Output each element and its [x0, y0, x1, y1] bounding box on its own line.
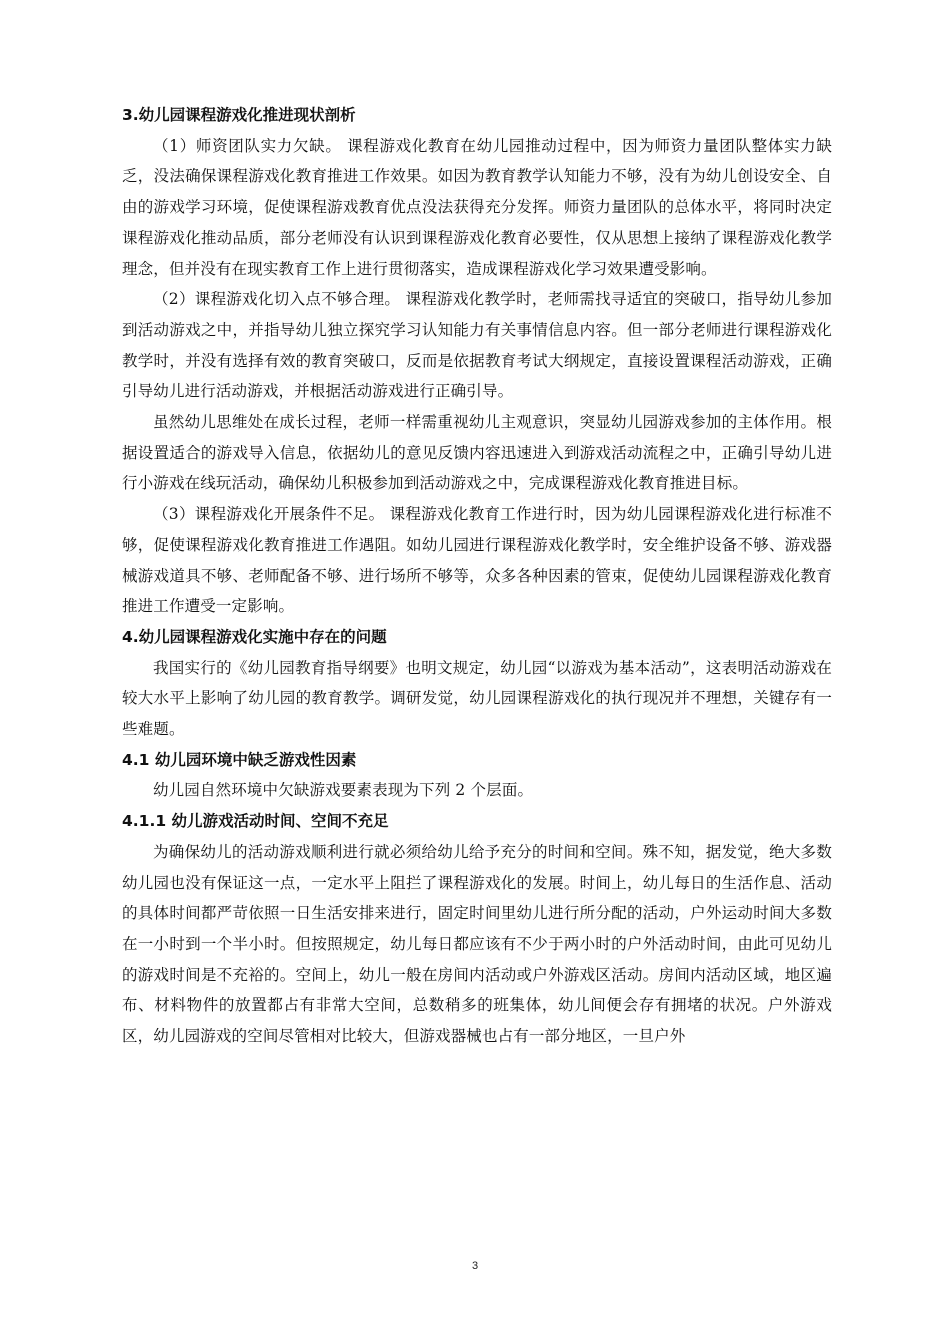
paragraph-guideline: 我国实行的《幼儿园教育指导纲要》也明文规定，幼儿园“以游戏为基本活动”，这表明活动游戏在较大水平上影响了幼儿园的教育教学。调研发觉，幼儿园课程游戏化的执行现况并不理想，关键存有一些难题。	[122, 658, 832, 739]
paragraph-child-thinking: 虽然幼儿思维处在成长过程，老师一样需重视幼儿主观意识，突显幼儿园游戏参加的主体作用。根据设置适合的游戏导入信息，依据幼儿的意见反馈内容迅速进入到游戏活动流程之中，正确引导幼儿进行小游戏在线玩活动，确保幼儿积极参加到活动游戏之中，完成课程游戏化教育推进目标。	[122, 413, 832, 493]
paragraph-teacher-team: （1）师资团队实力欠缺。 课程游戏化教育在幼儿园推动过程中，因为师资力量团队整体实力缺乏，没法确保课程游戏化教育推进工作效果。如因为教育教学认知能力不够，没有为幼儿创设安全、自由的游戏学习环境，促使课程游戏教育优点没法获得充分发挥。师资力量团队的总体水平，将同时决定课程游戏化推动品质，部分老师没有认识到课程游戏化教育必要性，仅从思想上接纳了课程游戏化教学理念，但并没有在现实教育工作上进行贯彻落实，造成课程游戏化学习效果遭受影响。	[122, 136, 832, 278]
paragraph-conditions: （3）课程游戏化开展条件不足。 课程游戏化教育工作进行时，因为幼儿园课程游戏化进行标准不够，促使课程游戏化教育推进工作遇阻。如幼儿园进行课程游戏化教学时，安全维护设备不够、游戏器械游戏道具不够、老师配备不够、进行场所不够等，众多各种因素的管束，促使幼儿园课程游戏化教育推进工作遭受一定影响。	[122, 505, 832, 616]
paragraph-environment: 幼儿园自然环境中欠缺游戏要素表现为下列 2 个层面。	[153, 781, 534, 800]
page-content	[122, 100, 832, 1052]
section-heading-4-1-1: 4.1.1 幼儿游戏活动时间、空间不充足	[122, 812, 389, 831]
paragraph-entry-point: （2）课程游戏化切入点不够合理。 课程游戏化教学时，老师需找寻适宜的突破口，指导幼儿参加到活动游戏之中，并指导幼儿独立探究学习认知能力有关事情信息内容。但一部分老师进行课程游戏化教学时，并没有选择有效的教育突破口，反而是依据教育考试大纲规定，直接设置课程活动游戏，正确引导幼儿进行活动游戏，并根据活动游戏进行正确引导。	[122, 290, 832, 401]
section-heading-3: 3.幼儿园课程游戏化推进现状剖析	[122, 106, 356, 124]
section-heading-4-1: 4.1 幼儿园环境中缺乏游戏性因素	[122, 750, 357, 769]
paragraph-time-space: 为确保幼儿的活动游戏顺利进行就必须给幼儿给予充分的时间和空间。殊不知，据发觉，绝大多数幼儿园也没有保证这一点，一定水平上阻拦了课程游戏化的发展。时间上，幼儿每日的生活作息、活动的具体时间都严苛依照一日生活安排来进行，固定时间里幼儿进行所分配的活动，户外运动时间大多数在一小时到一个半小时。但按照规定，幼儿每日都应该有不少于两小时的户外活动时间，由此可见幼儿的游戏时间是不充裕的。空间上，幼儿一般在房间内活动或户外游戏区活动。房间内活动区域，地区遍布、材料物件的放置都占有非常大空间，总数稍多的班集体，幼儿间便会存有拥堵的状况。户外游戏区，幼儿园游戏的空间尽管相对比较大，但游戏器械也占有一部分地区，一旦户外	[122, 842, 832, 1046]
page-number: 3	[471, 1260, 479, 1272]
section-heading-4: 4.幼儿园课程游戏化实施中存在的问题	[122, 627, 387, 646]
